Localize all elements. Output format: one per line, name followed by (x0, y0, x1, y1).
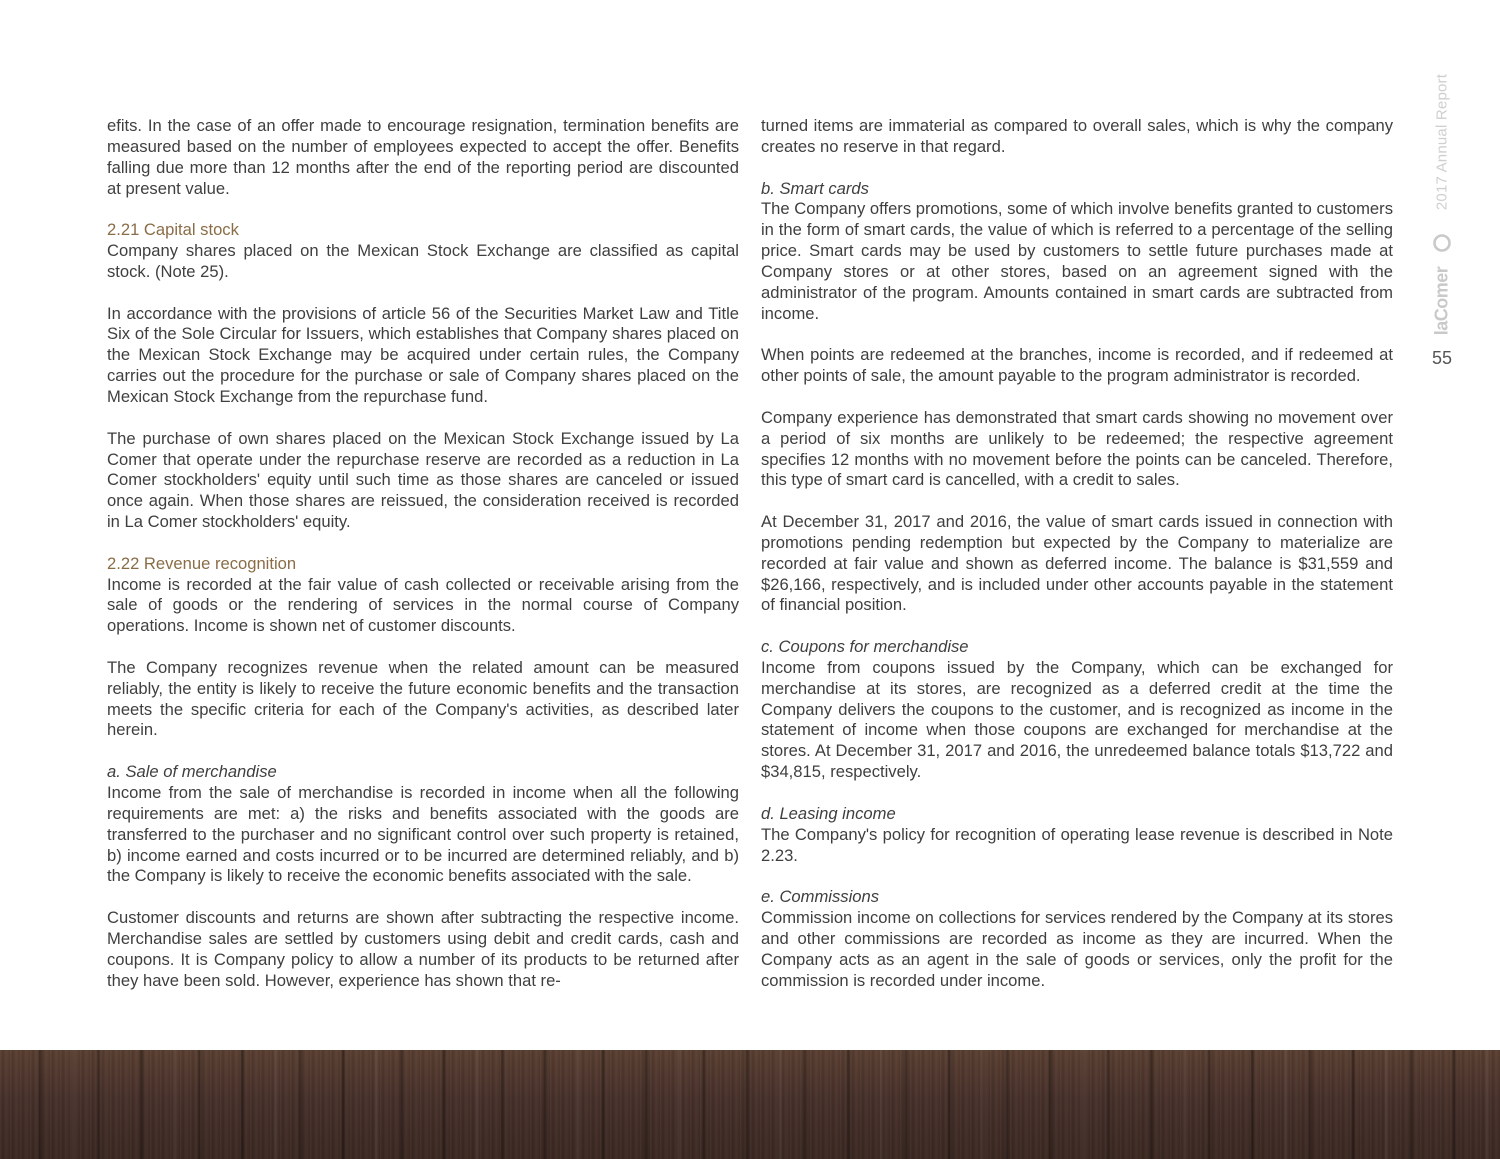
section-heading-capital-stock: 2.21 Capital stock (107, 220, 239, 240)
page-number: 55 (1431, 348, 1453, 368)
paragraph-revenue-1: Income is recorded at the fair value of cash collected or receivable arising from the sale of goods or the rendering of services in the normal course of Company operations. Income is shown net of customer discounts. (107, 574, 739, 636)
wood-footer-band (0, 1050, 1500, 1159)
subheading-leasing-income: d. Leasing income (761, 803, 896, 823)
paragraph-commissions: Commission income on collections for services rendered by the Company at its stores and other commissions are recorded as income as they are incurred. When the Company acts as an agent in the sale of goods or services, only the profit for the commission is recorded under income. (761, 908, 1393, 990)
paragraph-leasing: The Company's policy for recognition of operating lease revenue is described in Note 2.23. (761, 824, 1393, 865)
subheading-smart-cards: b. Smart cards (761, 178, 869, 198)
paragraph-revenue-2: The Company recognizes revenue when the related amount can be measured reliably, the entity is likely to receive the future economic benefits and the transaction meets the specific criteria for each of the Company's activities, as described later herein. (107, 657, 739, 740)
subheading-commissions: e. Commissions (761, 887, 880, 907)
left-column (107, 116, 739, 991)
paragraph-sale-2: Customer discounts and returns are shown after subtracting the respective income. Merchandise sales are settled by customers using debit and credit cards, cash and coupons. It is Company policy to allow a number of its products to be returned after they have been sold. However, experience has shown that re- (107, 908, 739, 990)
paragraph-smart-cards-2: When points are redeemed at the branches, income is recorded, and if redeemed at other points of sale, the amount payable to the program administrator is recorded. (761, 345, 1393, 386)
paragraph-coupons: Income from coupons issued by the Company, which can be exchanged for merchandise at its stores, are recognized as a deferred credit at the time the Company delivers the coupons to the customer, and is recognized as income in the statement of income when those coupons are exchanged for merchandise at the stores. At December 31, 2017 and 2016, the unredeemed balance totals $13,722 and $34,815, respectively. (761, 657, 1393, 782)
paragraph-capital-stock-3: The purchase of own shares placed on the Mexican Stock Exchange issued by La Comer that operate under the repurchase reserve are recorded as a reduction in La Comer stockholders' equity until such time as those shares are canceled or issued once again. When those shares are reissued, the consideration received is recorded in La Comer stockholders' equity. (107, 428, 739, 532)
paragraph-capital-stock-1: Company shares placed on the Mexican Stock Exchange are classified as capital stock. (Note 25). (107, 241, 739, 281)
paragraph-smart-cards-3: Company experience has demonstrated that smart cards showing no movement over a period of six months are unlikely to be redeemed; the respective agreement specifies 12 months with no movement before the points can be canceled. Therefore, this type of smart card is cancelled, with a credit to sales. (761, 407, 1393, 490)
sidebar (1425, 64, 1459, 374)
brand-swirl-icon (1433, 234, 1451, 252)
paragraph-smart-cards-1: The Company offers promotions, some of which involve benefits granted to customers in the form of smart cards, the value of which is referred to a percentage of the selling price. Smart cards may be used by customers to settle future purchases made at Company stores or at other stores, based on an agreement signed with the administrator of the program. Amounts contained in smart cards are subtracted from income. (761, 199, 1393, 323)
subheading-sale-of-merchandise: a. Sale of merchandise (107, 762, 277, 782)
subheading-coupons: c. Coupons for merchandise (761, 637, 969, 657)
paragraph-capital-stock-2: In accordance with the provisions of article 56 of the Securities Market Law and Title Six of the Sole Circular for Issuers, which establishes that Company shares placed on the Mexican Stock Exchange may be acquired under certain rules, the Company carries out the procedure for the purchase or sale of Company shares placed on the Mexican Stock Exchange from the repurchase fund. (107, 303, 739, 406)
right-column (761, 116, 1393, 991)
paragraph-sale-1: Income from the sale of merchandise is recorded in income when all the following requirements are met: a) the risks and benefits associated with the goods are transferred to the purchaser and no significant control over such property is retained, b) income earned and costs incurred or to be incurred are determined reliably, and b) the Company is likely to receive the economic benefits associated with the sale. (107, 783, 739, 886)
brand-logo: laComer (1431, 266, 1452, 336)
paragraph-returns: turned items are immaterial as compared to overall sales, which is why the company creates no reserve in that regard. (761, 116, 1393, 156)
section-heading-revenue-recognition: 2.22 Revenue recognition (107, 553, 297, 573)
paragraph-smart-cards-4: At December 31, 2017 and 2016, the value of smart cards issued in connection with promotions pending redemption but expected by the Company to materialize are recorded at fair value and shown as deferred income. The balance is $31,559 and $26,166, respectively, and is included under other accounts payable in the statement of financial position. (761, 512, 1393, 615)
paragraph-benefits-intro: efits. In the case of an offer made to encourage resignation, termination benefits are measured based on the number of employees expected to accept the offer. Benefits falling due more than 12 months after the end of the reporting period are discounted at present value. (107, 116, 739, 198)
report-title: 2017 Annual Report (1433, 73, 1451, 211)
